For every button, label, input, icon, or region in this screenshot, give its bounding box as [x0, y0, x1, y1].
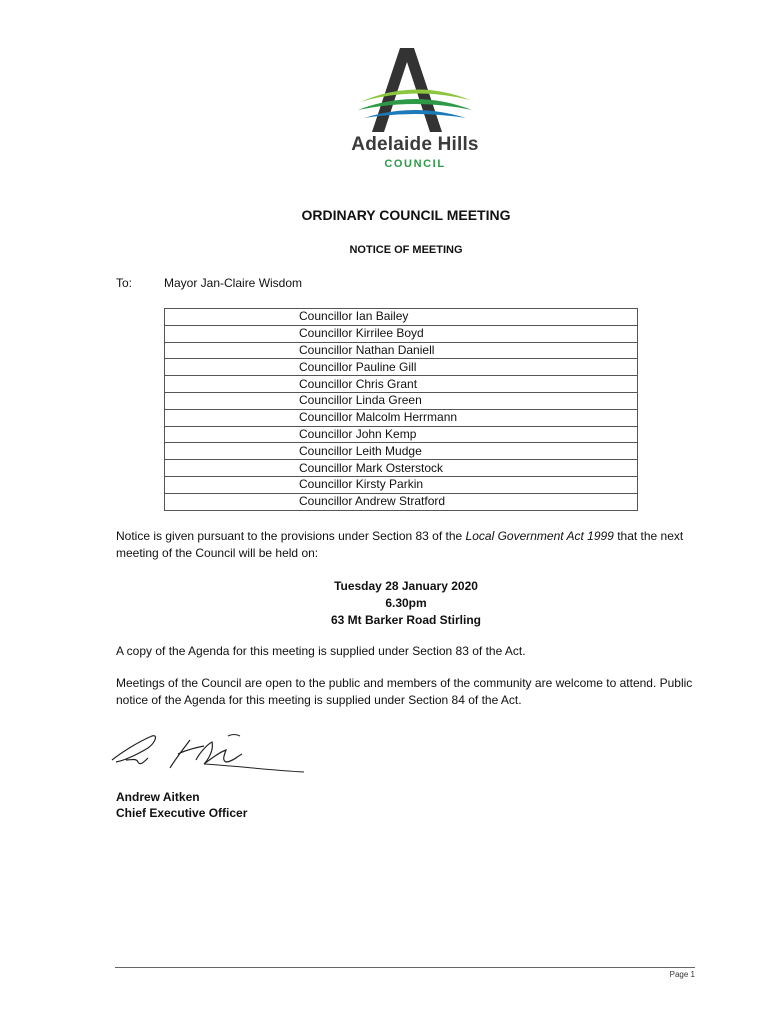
signature-icon: [108, 730, 308, 780]
notice-paragraph: [116, 528, 696, 562]
page-number: Page 1: [669, 970, 695, 979]
councillor-name: Councillor Ian Bailey: [165, 309, 638, 326]
table-row: [165, 493, 638, 510]
councillor-name: Councillor Chris Grant: [165, 376, 638, 393]
councillor-name: Councillor Kirsty Parkin: [165, 476, 638, 493]
table-row: [165, 325, 638, 342]
notice-text-end: that the next meeting of the Council will be held on:: [116, 529, 684, 560]
logo-subtitle: COUNCIL: [384, 158, 446, 170]
councillor-name: Councillor John Kemp: [165, 426, 638, 443]
meeting-date: Tuesday 28 January 2020: [334, 579, 478, 593]
agenda-paragraph: A copy of the Agenda for this meeting is supplied under Section 83 of the Act.: [116, 644, 526, 658]
table-row: [165, 309, 638, 326]
table-row: [165, 476, 638, 493]
notice-text-start: Notice is given pursuant to the provisions under Section 83 of the: [116, 529, 466, 543]
councillor-name: Councillor Pauline Gill: [165, 359, 638, 376]
table-row: [165, 443, 638, 460]
logo-mark-icon: [330, 40, 500, 132]
table-row: [165, 359, 638, 376]
document-title: ORDINARY COUNCIL MEETING: [301, 207, 511, 223]
councillor-name: Councillor Andrew Stratford: [165, 493, 638, 510]
table-row: [165, 392, 638, 409]
table-row: [165, 376, 638, 393]
councillor-name: Councillor Mark Osterstock: [165, 460, 638, 477]
document-subtitle: NOTICE OF MEETING: [349, 244, 463, 256]
logo-name: Adelaide Hills: [351, 134, 479, 155]
mayor-name: Mayor Jan-Claire Wisdom: [164, 276, 303, 290]
table-row: [165, 342, 638, 359]
to-label: To:: [116, 276, 133, 290]
councillor-name: Councillor Kirrilee Boyd: [165, 325, 638, 342]
meeting-time: 6.30pm: [385, 596, 427, 610]
table-row: [165, 460, 638, 477]
public-notice-paragraph: Meetings of the Council are open to the public and members of the community are welcome to attend. Public notice of the Agenda for this meeting is supplied under Section 84 of the Act.: [116, 676, 693, 707]
signer-title: Chief Executive Officer: [116, 806, 248, 820]
councillor-name: Councillor Leith Mudge: [165, 443, 638, 460]
footer-divider: [115, 967, 695, 968]
councillor-name: Councillor Malcolm Herrmann: [165, 409, 638, 426]
act-name: Local Government Act 1999: [465, 529, 614, 543]
signer-name: Andrew Aitken: [116, 790, 200, 804]
table-row: [165, 426, 638, 443]
councillor-name: Councillor Nathan Daniell: [165, 342, 638, 359]
meeting-location: 63 Mt Barker Road Stirling: [330, 613, 482, 627]
councillor-table: [164, 308, 638, 511]
meeting-details: [0, 578, 770, 629]
councillor-name: Councillor Linda Green: [165, 392, 638, 409]
council-logo: [330, 40, 500, 180]
table-row: [165, 409, 638, 426]
